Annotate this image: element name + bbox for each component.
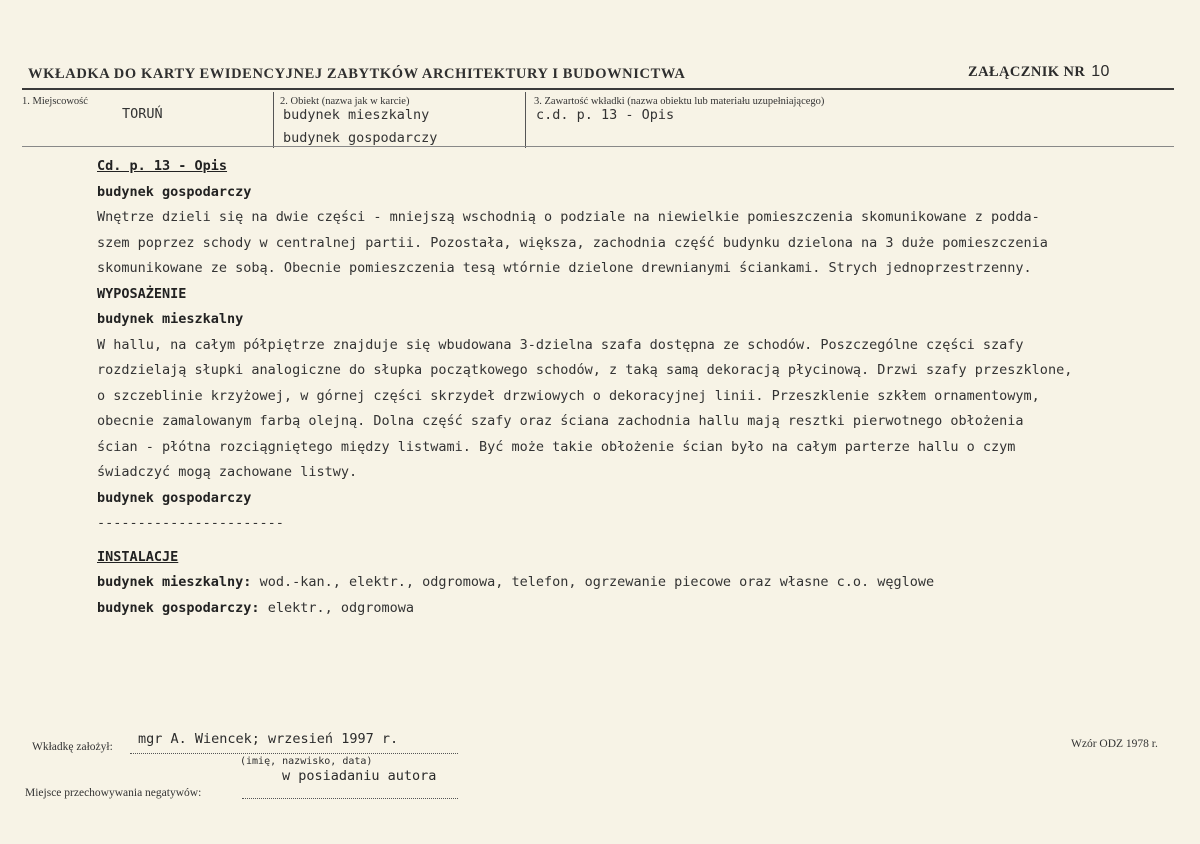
storage-value: w posiadaniu autora [282, 768, 437, 784]
separator-line: ----------------------- [97, 515, 284, 531]
paragraph-line: szem poprzez schody w centralnej partii. Pozostała, większa, zachodnia część budynku dzielona na 3 duże pomieszczenia [97, 234, 1048, 251]
location-value: TORUŃ [122, 106, 163, 122]
prepared-value: mgr A. Wiencek; wrzesień 1997 r. [138, 731, 399, 747]
paragraph-line: skomunikowane ze sobą. Obecnie pomieszczenia tesą wtórnie dzielone drewnianymi ściankami. Strych jednoprzestrzenny. [97, 260, 1032, 276]
field-row-rule [22, 146, 1174, 147]
section-title: budynek gospodarczy [97, 183, 252, 200]
section-title: budynek mieszkalny [97, 311, 244, 327]
paragraph-line: o szczeblinie krzyżowej, w górnej części skrzydeł drzwiowych o dekoracyjnej linii. Przeszklenie szkłem ornamentowym, [97, 387, 1040, 404]
annex-label [968, 63, 1110, 81]
field-divider-2 [525, 92, 526, 148]
location-label: 1. Miejscowość [22, 96, 88, 107]
description-body [97, 154, 1072, 621]
object-value-2: budynek gospodarczy [283, 130, 438, 146]
install-value: wod.-kan., elektr., odgromowa, telefon, ogrzewanie piecowe oraz własne c.o. węglowe [251, 574, 935, 590]
storage-label: Miejsce przechowywania negatywów: [25, 787, 202, 799]
install-value: elektr., odgromowa [259, 599, 414, 616]
install-line [97, 596, 1072, 622]
header-rule [22, 88, 1174, 90]
section-title: INSTALACJE [97, 548, 179, 565]
paragraph-line: W hallu, na całym półpiętrze znajduje się wbudowana 3-dzielna szafa dostępna ze schodów. Poszczególne części szafy [97, 336, 1024, 353]
install-line [97, 570, 1072, 596]
section-title: budynek gospodarczy [97, 489, 252, 506]
paragraph-line: obecnie zamalowanym farbą olejną. Dolna część szafy oraz ściana zachodnia hallu mają resztki pierwotnego obłożenia [97, 413, 1024, 429]
annex-number: 10 [1091, 63, 1110, 80]
section-title: WYPOSAŻENIE [97, 285, 187, 302]
object-label: 2. Obiekt (nazwa jak w karcie) [280, 96, 410, 107]
paragraph-line: rozdzielają słupki analogiczne do słupka początkowego schodów, z taką samą dekoracją płycinową. Drzwi szafy przeszklone, [97, 362, 1073, 378]
annex-label-text: ZAŁĄCZNIK NR [968, 64, 1086, 80]
prepared-label: Wkładkę założył: [32, 741, 113, 753]
body-heading: Cd. p. 13 - Opis [97, 158, 228, 174]
form-reference: Wzór ODZ 1978 r. [1071, 738, 1158, 750]
install-label: budynek mieszkalny: [97, 574, 252, 590]
storage-dotline [242, 798, 458, 799]
contents-value: c.d. p. 13 - Opis [536, 107, 675, 123]
paragraph-line: Wnętrze dzieli się na dwie części - mniejszą wschodnią o podziale na niewielkie pomieszczenia skomunikowane z podda- [97, 209, 1040, 225]
field-divider-1 [273, 92, 274, 148]
install-label: budynek gospodarczy: [97, 599, 260, 616]
prepared-hint: (imię, nazwisko, data) [240, 756, 373, 767]
object-value-1: budynek mieszkalny [283, 107, 430, 123]
paragraph-line: świadczyć mogą zachowane listwy. [97, 464, 358, 480]
prepared-dotline [130, 753, 458, 754]
paragraph-line: ścian - płótna rozciągniętego między listwami. Być może takie obłożenie ścian było na całym parterze hallu o czym [97, 438, 1016, 455]
card-title: WKŁADKA DO KARTY EWIDENCYJNEJ ZABYTKÓW ARCHITEKTURY I BUDOWNICTWA [28, 66, 686, 82]
contents-label: 3. Zawartość wkładki (nazwa obiektu lub materiału uzupełniającego) [534, 96, 825, 107]
